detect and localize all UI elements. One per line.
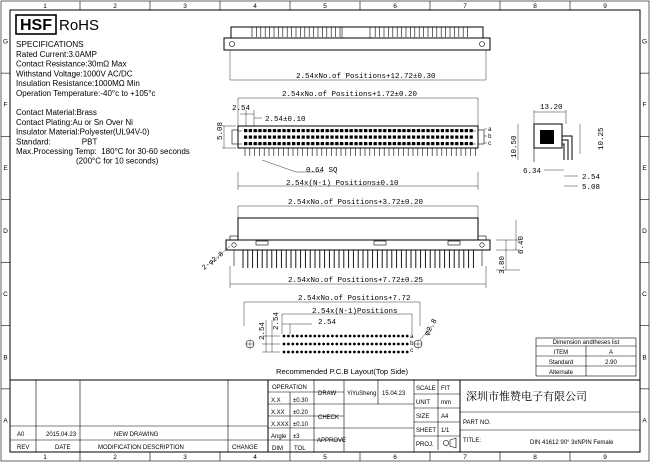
svg-text:FIT: FIT [441, 386, 450, 392]
dim-top-overall: 2.54xNo.of Positions+12.72±0.30 [296, 73, 436, 81]
frame-row-label: G [641, 38, 648, 46]
dim-front-bottom: 2.54xNo.of Positions+7.72±0.25 [288, 277, 424, 285]
frame-col-label: 8 [533, 454, 537, 461]
frame-row-label: A [3, 417, 8, 425]
spec-line: Withstand Voltage:1000V AC/DC [16, 69, 133, 79]
dim-side-c: 6.34 [523, 168, 542, 176]
dim-row-span: 2.54x(N-1) Positions±0.10 [286, 180, 399, 188]
frame-row-label: A [642, 417, 647, 425]
row-label-a: a [488, 126, 492, 133]
frame-row-label: F [3, 101, 8, 109]
row-label-c: c [488, 140, 492, 147]
frame-col-label: 9 [603, 3, 607, 10]
spec-line: Insulator Material:Polyester(UL94V-0) [16, 127, 150, 137]
dim-side-top: 13.20 [540, 104, 563, 112]
dim-front-h1: 3.80 [499, 255, 507, 274]
tb-check: CHECK [318, 415, 340, 421]
spec-line: Contact Material:Brass [16, 108, 97, 118]
svg-text:SHEET: SHEET [416, 428, 437, 434]
row-label-b: b [488, 133, 492, 140]
svg-text:±0.20: ±0.20 [293, 410, 308, 416]
dim-side-a: 10.50 [511, 135, 519, 158]
svg-text:A: A [608, 350, 614, 356]
hsf-logo: HSF [20, 17, 52, 34]
frame-row-label: E [3, 164, 8, 172]
company-name: 深圳市惟赞电子有限公司 [466, 391, 587, 403]
pcb-caption: Recommended P.C.B Layout(Top Side) [276, 367, 408, 376]
tb-draw: DRAW [318, 391, 337, 397]
dim-top-inner: 2.54xNo.of Positions+1.72±0.20 [282, 91, 418, 99]
dim-side-d: 2.54 [582, 174, 601, 182]
rev-col-rev: REV [17, 445, 30, 451]
specs-title: SPECIFICATIONS [16, 40, 84, 49]
pcb-row-c: c [410, 347, 414, 354]
rev-col-date: DATE [55, 445, 71, 451]
dim-pcb-overall: 2.54xNo.of Positions+7.72 [298, 295, 411, 303]
dim-pcb-v1: 2.54 [259, 321, 267, 340]
dim-pin-sq: 0.64 SQ [306, 167, 338, 175]
frame-row-label: F [642, 101, 647, 109]
svg-text:Alternate: Alternate [548, 370, 574, 376]
spec-line: Standard: PBT [16, 137, 98, 147]
rev-desc: NEW DRAWING [114, 432, 159, 438]
svg-text:Angle: Angle [271, 434, 287, 440]
frame-row-label: C [3, 291, 8, 299]
spec-line: (200°C for 10 seconds) [16, 156, 159, 166]
frame-col-label: 7 [463, 454, 467, 461]
svg-text:ITEM: ITEM [553, 350, 569, 356]
tb-drawer: YiYuSheng [347, 391, 377, 397]
pcb-row-a: a [410, 333, 414, 340]
frame-col-label: 8 [533, 3, 537, 10]
svg-text:X.XX: X.XX [271, 410, 285, 416]
rev-date: 2015.04.23 [46, 432, 77, 438]
svg-text:Dimension andtheses list: Dimension andtheses list [552, 340, 620, 346]
frame-row-label: D [3, 228, 8, 235]
svg-text:SIZE: SIZE [416, 414, 430, 420]
dim-side-b: 10.25 [598, 127, 606, 150]
svg-text:X.X: X.X [271, 398, 281, 404]
frame-row-label: C [642, 291, 647, 299]
dim-pitch-a: 2.54 [232, 105, 251, 113]
svg-text:X.XXX: X.XXX [271, 422, 289, 428]
dim-front-hole: 2-φ2.8 [200, 250, 226, 273]
dim-pcb-v2: 2.54 [273, 311, 281, 330]
tb-title-label: TITLE: [463, 438, 482, 444]
svg-text:mm: mm [441, 400, 451, 406]
spec-line: Insulation Resistance:1000MΩ Min [16, 79, 140, 89]
specs-list [16, 50, 190, 166]
svg-text:PROJ.: PROJ. [416, 442, 434, 448]
svg-text:Standard: Standard [548, 360, 574, 366]
frame-row-label: B [3, 354, 8, 362]
svg-text:±0.30: ±0.30 [293, 398, 308, 404]
rohs-label: RoHS [59, 17, 100, 34]
connector-pin-view [232, 126, 484, 156]
dim-pcb-pos: 2.54x(N-1)Positions [312, 308, 398, 316]
svg-text:1/1: 1/1 [441, 428, 450, 434]
frame-row-label: E [642, 164, 647, 172]
svg-text:±0.10: ±0.10 [293, 422, 308, 428]
frame-col-label: 2 [113, 3, 117, 10]
frame-col-label: 5 [323, 3, 327, 10]
svg-text:TOL: TOL [294, 446, 306, 452]
frame-col-label: 7 [463, 3, 467, 10]
connector-side-view [534, 124, 572, 162]
spec-line: Max.Processing Temp: 180°C for 30-60 seconds [16, 147, 190, 156]
pcb-row-b: b [410, 340, 414, 347]
spec-line: Operation Temperature:-40°c to +105°c [16, 88, 156, 98]
rev-a0: A0 [17, 432, 25, 438]
frame-col-label: 9 [603, 454, 607, 461]
dimension-table [536, 338, 636, 376]
rev-col-change: CHANGE [232, 445, 258, 451]
frame-col-label: 5 [323, 454, 327, 461]
frame-row-label: D [642, 228, 647, 235]
frame-col-label: 3 [183, 454, 187, 461]
spec-line: Rated Current:3.0AMP [16, 50, 97, 59]
frame-col-label: 4 [253, 3, 257, 10]
frame-col-label: 2 [113, 454, 117, 461]
dim-front-h2: 6.40 [518, 235, 526, 254]
projection-symbol-icon [443, 438, 456, 448]
frame-row-label: B [642, 354, 647, 362]
pcb-hole-grid [283, 335, 409, 354]
tb-part-no: PART NO. [463, 420, 491, 426]
svg-text:UNIT: UNIT [416, 400, 430, 406]
dim-pcb-hole: φ2.8 [423, 317, 440, 338]
svg-text:±3: ±3 [293, 434, 300, 440]
connector-front-view [226, 218, 490, 268]
svg-text:DIM: DIM [272, 446, 283, 452]
frame-col-label: 6 [393, 454, 397, 461]
svg-text:SCALE: SCALE [416, 386, 436, 392]
dim-pitch-b: 2.54±0.10 [265, 116, 306, 124]
dim-front-top: 2.54xNo.of Positions+3.72±0.20 [288, 199, 424, 207]
svg-text:A4: A4 [441, 414, 449, 420]
dim-pcb-pitch: 2.54 [318, 319, 337, 327]
frame-row-label: G [2, 38, 9, 46]
tb-title-value: DIN 41612 90° 3xNPIN Female [530, 440, 614, 446]
frame-col-label: 4 [253, 454, 257, 461]
tb-approve: APPROVE [317, 438, 347, 444]
dim-side-e: 5.08 [582, 184, 601, 192]
frame-col-label: 1 [43, 454, 47, 461]
spec-line: Contact Resistance:30mΩ Max [16, 59, 127, 69]
frame-col-label: 3 [183, 3, 187, 10]
rev-col-desc: MODIFICATION DESCRIPTION [98, 445, 184, 451]
spec-line: Contact Plating:Au or Sn Over Ni [16, 117, 133, 127]
svg-text:2.90: 2.90 [605, 360, 617, 366]
tb-draw-date: 15.04.23 [382, 391, 406, 397]
tb-operation: OPERATION [272, 385, 307, 391]
frame-col-label: 1 [43, 3, 47, 10]
frame-col-label: 6 [393, 3, 397, 10]
dim-height-a: 5.08 [217, 121, 225, 140]
